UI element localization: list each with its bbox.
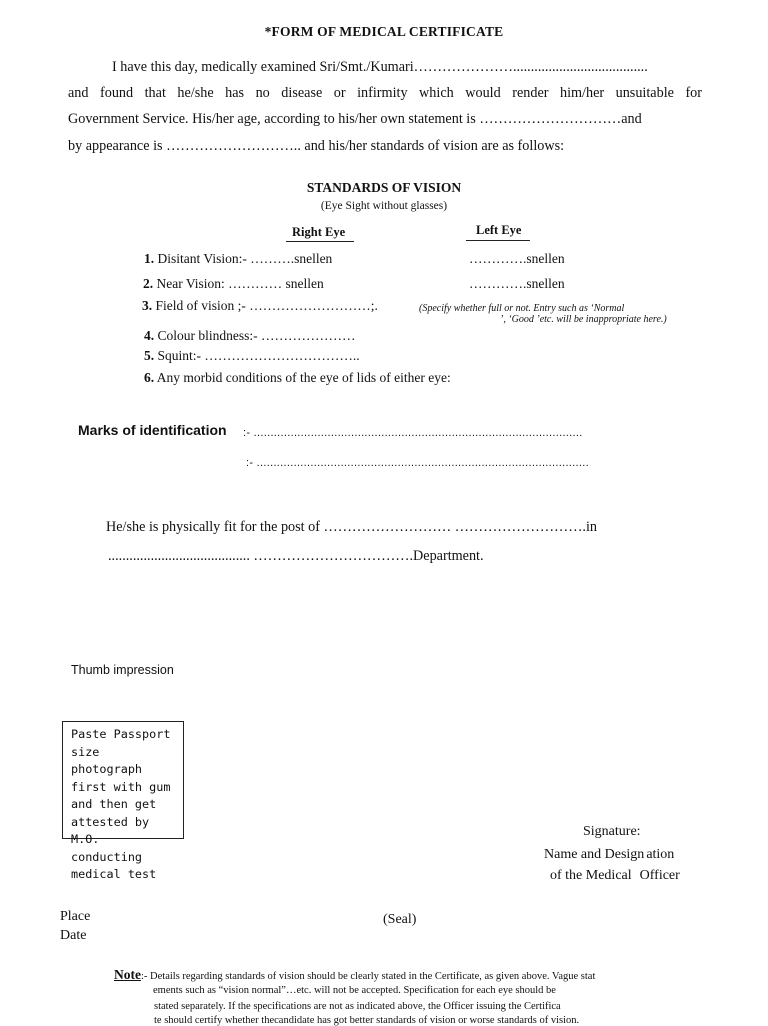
medical-officer-part-a: of the Medical (550, 868, 632, 883)
photo-box (62, 721, 184, 881)
thumb-impression-label: Thumb impression (71, 663, 174, 677)
intro-line-3: Government Service. His/her age, according to his/her own statement is …………………………and (68, 111, 642, 127)
vision-subtitle: (Eye Sight without glasses) (320, 200, 448, 212)
form-title: *FORM OF MEDICAL CERTIFICATE (264, 24, 504, 39)
vision-item-3 (142, 298, 378, 314)
item-number: 3. (142, 298, 153, 313)
note-line-3: stated separately. If the specifications are not as indicated above, the Officer issuing the Certifica (154, 1001, 561, 1012)
item-text: Any morbid conditions of the eye of lids of either (156, 370, 425, 385)
item-number: 6. (144, 370, 155, 385)
item-tail: eye: (428, 370, 451, 385)
left-eye-underline (466, 240, 530, 241)
note-line-4: te should certify whether thecandidate has got better standards of vision or worse standards of vision. (154, 1015, 580, 1026)
right-eye-header: Right Eye (292, 225, 346, 239)
fitness-line-2: ........................................ …………………………….Department. (108, 548, 484, 564)
item-number: 4. (144, 328, 155, 343)
vision-item-6 (144, 370, 451, 386)
item-text: Squint:- …………………………….. (157, 348, 360, 363)
vision-item-5 (144, 348, 360, 364)
place-label: Place (60, 909, 91, 924)
item-text: Field of vision ;- ………………………;. (155, 298, 378, 313)
signature-label: Signature: (583, 824, 641, 839)
marks-label: Marks of identification (78, 422, 227, 438)
vision-item-1 (144, 251, 332, 267)
field-vision-note-1: (Specify whether full or not. Entry such as ‘Normal (419, 303, 625, 314)
item-number: 1. (144, 251, 155, 266)
marks-line-1: :- .................................................................................................. (243, 427, 583, 439)
intro-line-1: I have this day, medically examined Sri/Smt./Kumari…………………...................................... (112, 59, 648, 75)
vision-title: STANDARDS OF VISION (306, 180, 462, 195)
medical-officer-part-b: Officer (639, 868, 680, 883)
marks-line-2: :- ................................................................................................... (246, 457, 589, 469)
photo-instructions: Paste Passport size photograph first with gum and then get attested by M.O. conducting medical test (71, 727, 171, 881)
name-designation-part-a: Name and Design (544, 847, 645, 862)
vision-item-1-left-eye: ………….snellen (469, 251, 565, 266)
note-text-1: :- Details regarding standards of vision should be clearly stated in the Certificate, as given above. Vague stat (141, 971, 596, 982)
item-number: 2. (143, 276, 154, 291)
item-text: Disitant Vision:- ……….snellen (157, 251, 333, 266)
vision-item-2 (143, 276, 324, 292)
name-designation-part-b: ation (646, 847, 675, 862)
field-vision-note-2: ’, ‘Good ’etc. will be inappropriate here.) (500, 314, 667, 325)
note-line-1 (114, 967, 595, 983)
intro-line-2: and found that he/she has no disease or infirmity which would render him/her unsuitable for (68, 85, 702, 101)
name-designation-label (544, 847, 674, 863)
date-label: Date (60, 928, 87, 943)
item-number: 5. (144, 348, 155, 363)
left-eye-header: Left Eye (476, 223, 522, 237)
intro-line-4: by appearance is ……………………….. and his/her standards of vision are as follows: (68, 138, 565, 154)
note-line-2: ements such as “vision normal”…etc. will not be accepted. Specification for each eye should be (153, 985, 556, 996)
right-eye-underline (286, 241, 354, 242)
fitness-line-1: He/she is physically fit for the post of ……………………… ……………………….in (106, 519, 598, 535)
item-text: Near Vision: ………… snellen (156, 276, 324, 291)
vision-item-2-left-eye: ………….snellen (469, 276, 565, 291)
note-label: Note (114, 967, 141, 982)
seal-label: (Seal) (383, 912, 417, 927)
medical-officer-label (550, 868, 680, 884)
item-text: Colour blindness:- ………………… (157, 328, 356, 343)
vision-item-4 (144, 328, 356, 344)
